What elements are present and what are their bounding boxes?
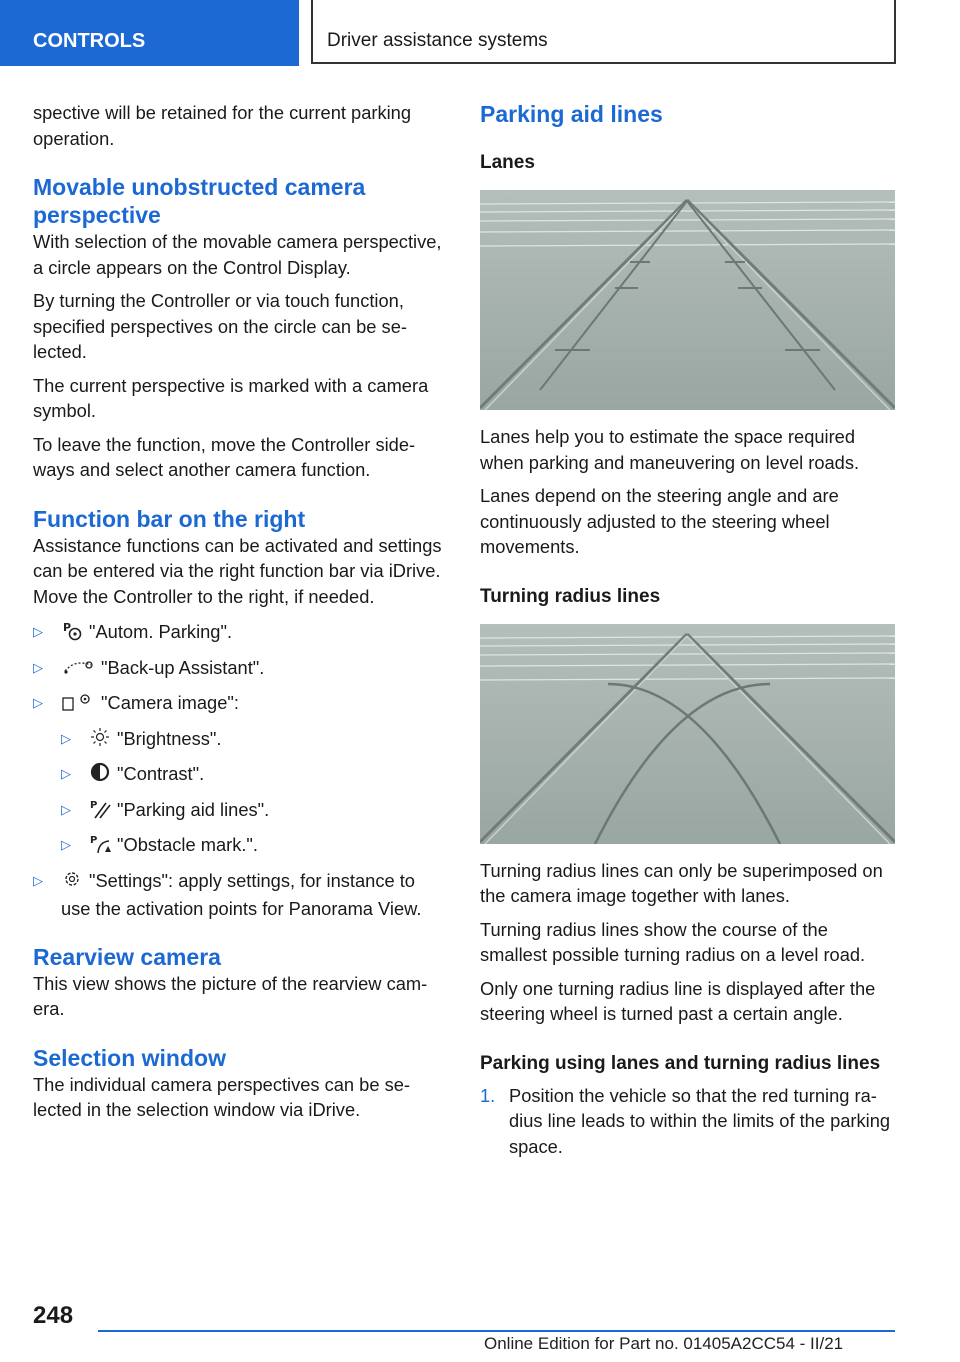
paragraph: By turning the Controller or via touch function, specified perspectives on the circle can be selected.: [33, 290, 407, 362]
lanes-illustration: [480, 190, 895, 410]
triangle-bullet-icon: ▷: [33, 872, 43, 888]
heading-rearview-camera: Rearview camera: [33, 943, 221, 970]
svg-text:P: P: [90, 835, 98, 846]
camera-image-sublist: [61, 726, 447, 861]
contrast-icon: [89, 761, 111, 790]
function-bar-list: [33, 619, 447, 922]
subheading-parking-using-lanes: Parking using lanes and turning radius lines: [480, 1052, 881, 1074]
brightness-icon: [89, 726, 111, 755]
triangle-bullet-icon: ▷: [61, 730, 71, 746]
parking-lines-icon: [89, 797, 111, 826]
intro-paragraph: spective will be retained for the current parking operation.: [33, 102, 412, 149]
triangle-bullet-icon: ▷: [61, 837, 71, 852]
chapter-title: Driver assistance systems: [311, 0, 896, 64]
paragraph: This view shows the picture of the rearview camera.: [33, 972, 428, 1019]
triangle-bullet-icon: ▷: [33, 659, 43, 675]
page-number: 248: [33, 1302, 74, 1329]
turning-radius-illustration: [480, 624, 895, 844]
parking-assist-icon: [61, 619, 83, 648]
paragraph: The individual camera perspectives can be selected in the selection window via iDrive.: [33, 1073, 410, 1120]
paragraph: Only one turning radius line is displayed after the steering wheel is turned past a certain angle.: [480, 977, 876, 1024]
list-item: ▷ "Settings": apply settings, for instance to use the activation points for Panorama View.: [33, 868, 447, 922]
paragraph: To leave the function, move the Controller sideways and select another camera function.: [33, 433, 416, 480]
paragraph: Lanes help you to estimate the space required when parking and maneuvering on level roads.: [480, 426, 860, 473]
subheading-lanes: Lanes: [480, 152, 535, 173]
heading-selection-window: Selection window: [33, 1044, 226, 1071]
paragraph: Assistance functions can be activated and settings can be entered via the right function bar via iDrive. Move the Controller to the right, if needed.: [33, 534, 442, 607]
page-header: [0, 0, 960, 66]
list-item: 1. Position the vehicle so that the red turning radius line leads to within the limits of the parking space.: [480, 1084, 891, 1157]
heading-function-bar: Function bar on the right: [33, 505, 306, 532]
section-tab: CONTROLS: [0, 0, 299, 66]
svg-text:P: P: [90, 799, 98, 811]
triangle-bullet-icon: ▷: [33, 695, 43, 710]
list-item: ▷ P "Obstacle mark.".: [61, 832, 447, 861]
paragraph: Turning radius lines can only be superimposed on the camera image together with lanes.: [480, 859, 883, 906]
triangle-bullet-icon: ▷: [61, 801, 71, 817]
list-item: ▷ "Brightness".: [61, 726, 447, 755]
backup-assistant-icon: [61, 655, 95, 684]
footer-divider: [98, 1330, 895, 1332]
list-item: ▷ "Contrast".: [61, 761, 447, 790]
paragraph: With selection of the movable camera perspective, a circle appears on the Control Display.: [33, 231, 442, 278]
list-item: ▷ P "Autom. Parking".: [33, 619, 447, 648]
list-item: ▷ P "Parking aid lines".: [61, 797, 447, 826]
svg-text:P: P: [63, 621, 72, 634]
footer-edition: Online Edition for Part no. 01405A2CC54 - II/21: [484, 1334, 844, 1353]
heading-parking-aid-lines: Parking aid lines: [480, 101, 663, 127]
camera-settings-icon: [61, 690, 95, 719]
obstacle-marking-icon: [89, 832, 111, 861]
subheading-turning-radius: Turning radius lines: [480, 585, 661, 607]
list-item: ▷ "Camera image": ▷ "Brightness". ▷ "Contrast". ▷ P "Parking aid lines". ▷ P "Obstacle mark.".: [33, 690, 447, 861]
paragraph: Lanes depend on the steering angle and are continuously adjusted to the steering wheel movements.: [480, 485, 839, 557]
right-column: [480, 100, 896, 1159]
heading-movable-perspective: Movable unobstructed camera perspective: [33, 174, 366, 228]
paragraph: The current perspective is marked with a camera symbol.: [33, 374, 429, 421]
triangle-bullet-icon: ▷: [61, 766, 71, 781]
settings-gear-icon: [61, 868, 83, 897]
paragraph: Turning radius lines show the course of the smallest possible turning radius on a level road.: [480, 918, 866, 965]
list-item: ▷ "Back-up Assistant".: [33, 655, 447, 684]
step-number: 1.: [480, 1084, 496, 1106]
left-column: [33, 100, 447, 1131]
triangle-bullet-icon: ▷: [33, 624, 43, 639]
parking-steps-list: [480, 1083, 896, 1160]
